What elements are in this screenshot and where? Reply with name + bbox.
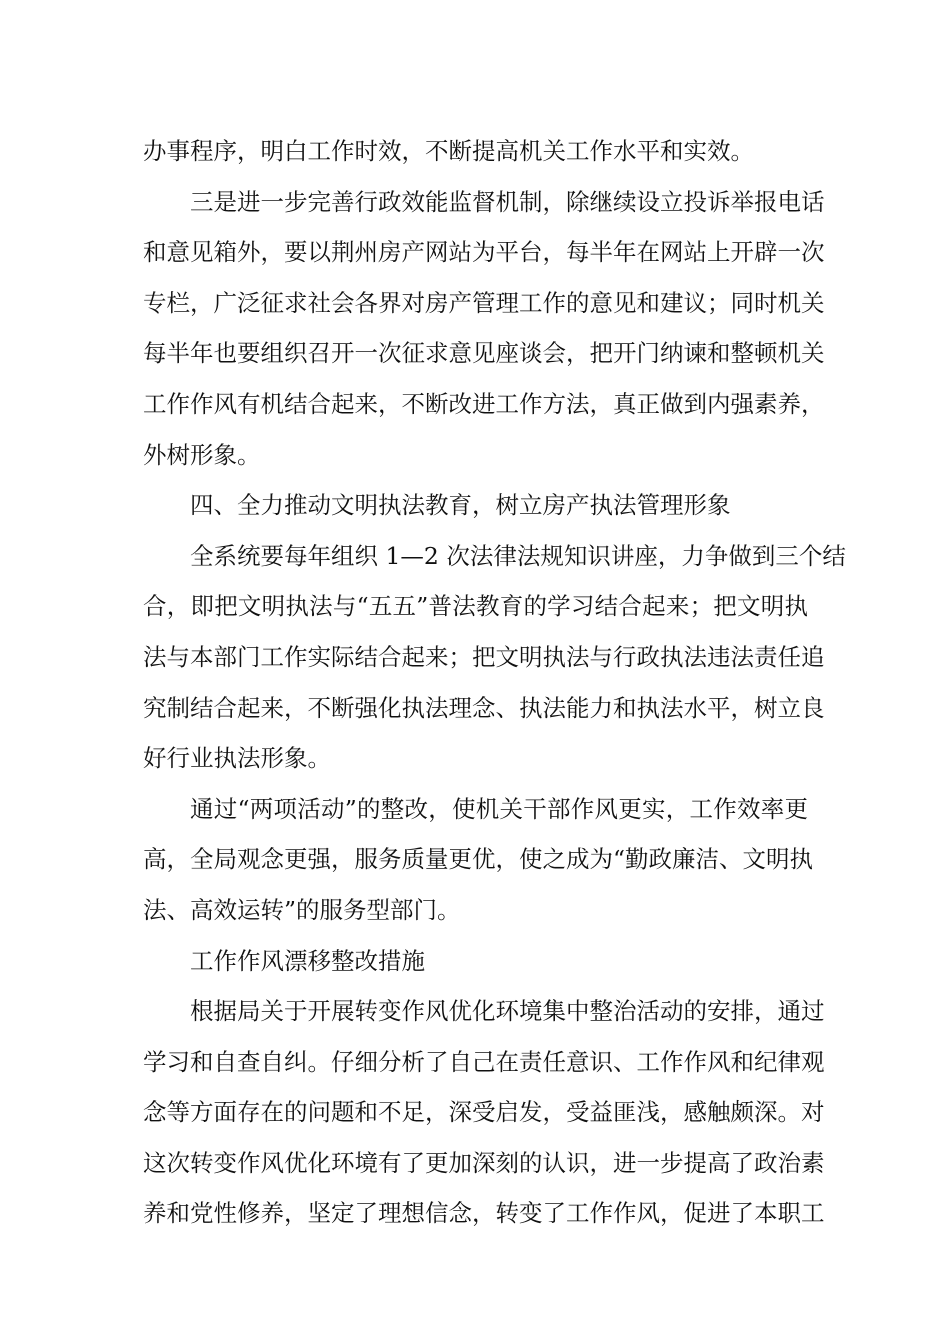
text-line: 学习和自查自纠。仔细分析了自己在责任意识、工作作风和纪律观: [143, 1047, 825, 1076]
text-line: 外树形象。: [143, 440, 261, 469]
text-line: 养和党性修养，坚定了理想信念，转变了工作作风，促进了本职工: [143, 1199, 825, 1228]
text-line: 合，即把文明执法与“五五”普法教育的学习结合起来；把文明执: [143, 592, 808, 621]
paragraph-title-measures: [143, 936, 808, 987]
text-line: 好行业执法形象。: [143, 744, 331, 773]
text-line: 根据局关于开展转变作风优化环境集中整治活动的安排，通过: [190, 997, 825, 1026]
text-line: 通过“两项活动”的整改，使机关干部作风更实，工作效率更: [190, 794, 808, 823]
document-body: [143, 126, 846, 1239]
text-line: 法与本部门工作实际结合起来；把文明执法与行政执法违法责任追: [143, 642, 825, 671]
text-line: 每半年也要组织召开一次征求意见座谈会，把开门纳谏和整顿机关: [143, 339, 825, 368]
paragraph-law-lectures: [143, 531, 846, 784]
text-line: 法、高效运转”的服务型部门。: [143, 895, 461, 924]
paragraph-self-check: [143, 986, 825, 1239]
text-line: 三是进一步完善行政效能监督机制，除继续设立投诉举报电话: [190, 187, 825, 216]
text-line: 工作作风漂移整改措施: [190, 946, 425, 975]
text-line: 四、全力推动文明执法教育，树立房产执法管理形象: [190, 491, 731, 520]
text-line: 究制结合起来，不断强化执法理念、执法能力和执法水平，树立良: [143, 693, 825, 722]
text-line: 专栏，广泛征求社会各界对房产管理工作的意见和建议；同时机关: [143, 288, 825, 317]
text-line: 高，全局观念更强，服务质量更优，使之成为“勤政廉洁、文明执: [143, 845, 814, 874]
paragraph-two-activities: [143, 784, 814, 936]
paragraph-heading-four: [143, 480, 808, 531]
text-line: 工作作风有机结合起来，不断改进工作方法，真正做到内强素养，: [143, 389, 825, 418]
text-line: 办事程序，明白工作时效，不断提高机关工作水平和实效。: [143, 137, 754, 165]
text-line: 全系统要每年组织 1—2 次法律法规知识讲座，力争做到三个结: [190, 541, 846, 570]
text-line: 这次转变作风优化环境有了更加深刻的认识，进一步提高了政治素: [143, 1148, 825, 1177]
paragraph-item-three: [143, 177, 825, 481]
paragraph-continued: [143, 126, 808, 177]
text-line: 和意见箱外，要以荆州房产网站为平台，每半年在网站上开辟一次: [143, 238, 825, 267]
text-line: 念等方面存在的问题和不足，深受启发，受益匪浅，感触颇深。对: [143, 1098, 825, 1127]
